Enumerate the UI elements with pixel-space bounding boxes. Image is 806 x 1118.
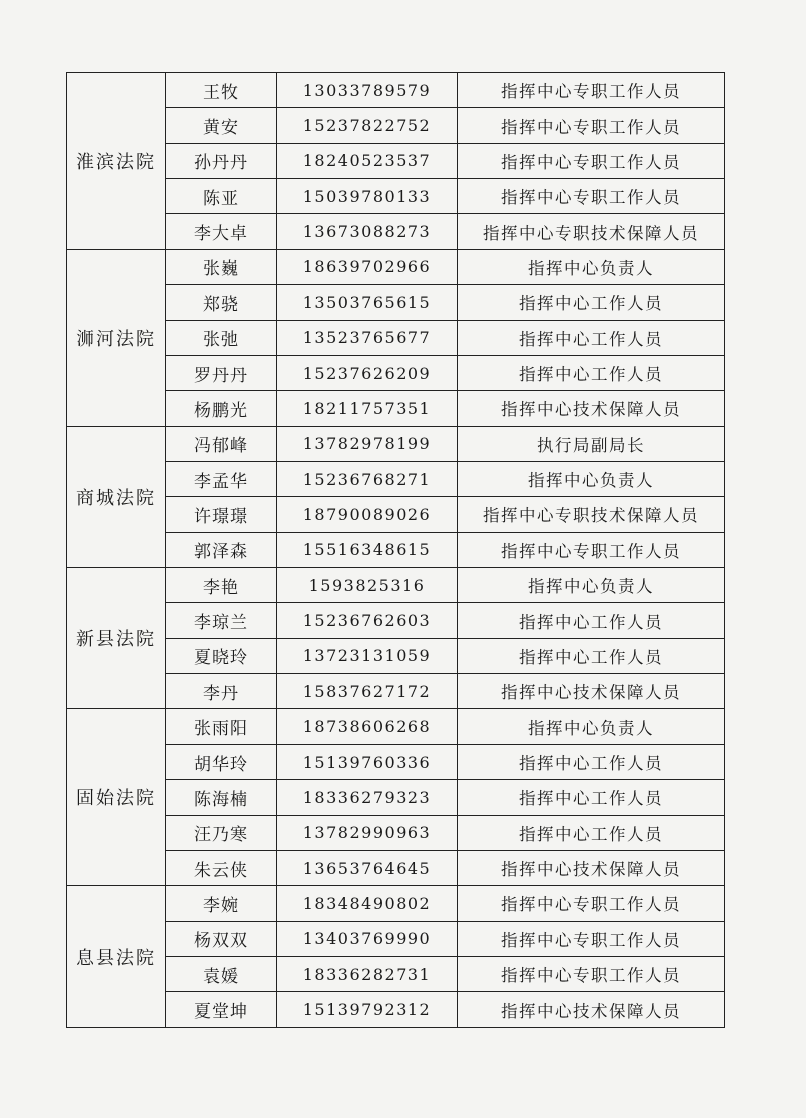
phone-number-cell: 15139792312 — [277, 992, 458, 1028]
person-name-cell: 张弛 — [166, 320, 277, 355]
phone-number-cell: 1593825316 — [277, 568, 458, 603]
job-role-cell: 指挥中心技术保障人员 — [458, 992, 725, 1028]
person-name-cell: 冯郁峰 — [166, 426, 277, 461]
job-role-cell: 指挥中心技术保障人员 — [458, 850, 725, 885]
phone-number-cell: 18790089026 — [277, 497, 458, 532]
phone-number-cell: 15237626209 — [277, 355, 458, 390]
contact-table — [66, 72, 725, 1028]
phone-number-cell: 18240523537 — [277, 143, 458, 178]
table-row — [67, 956, 725, 991]
job-role-cell: 指挥中心专职技术保障人员 — [458, 497, 725, 532]
job-role-cell: 指挥中心专职工作人员 — [458, 921, 725, 956]
table-row — [67, 426, 725, 461]
person-name-cell: 李大卓 — [166, 214, 277, 249]
table-row — [67, 709, 725, 744]
table-row — [67, 355, 725, 390]
person-name-cell: 郭泽森 — [166, 532, 277, 567]
job-role-cell: 指挥中心工作人员 — [458, 744, 725, 779]
person-name-cell: 杨双双 — [166, 921, 277, 956]
person-name-cell: 李琼兰 — [166, 603, 277, 638]
person-name-cell: 李艳 — [166, 568, 277, 603]
person-name-cell: 汪乃寒 — [166, 815, 277, 850]
phone-number-cell: 18639702966 — [277, 249, 458, 284]
phone-number-cell: 18348490802 — [277, 886, 458, 921]
phone-number-cell: 13523765677 — [277, 320, 458, 355]
job-role-cell: 指挥中心工作人员 — [458, 638, 725, 673]
table-row — [67, 143, 725, 178]
person-name-cell: 朱云侠 — [166, 850, 277, 885]
phone-number-cell: 18211757351 — [277, 391, 458, 426]
table-row — [67, 886, 725, 921]
job-role-cell: 指挥中心工作人员 — [458, 603, 725, 638]
table-row — [67, 532, 725, 567]
court-name-cell: 固始法院 — [67, 709, 166, 886]
table-row — [67, 73, 725, 108]
contact-table-body — [67, 73, 725, 1028]
person-name-cell: 李婉 — [166, 886, 277, 921]
job-role-cell: 指挥中心专职工作人员 — [458, 532, 725, 567]
court-name-cell: 淮滨法院 — [67, 73, 166, 250]
table-row — [67, 568, 725, 603]
person-name-cell: 陈亚 — [166, 179, 277, 214]
table-row — [67, 638, 725, 673]
person-name-cell: 王牧 — [166, 73, 277, 108]
phone-number-cell: 18738606268 — [277, 709, 458, 744]
job-role-cell: 指挥中心负责人 — [458, 461, 725, 496]
phone-number-cell: 18336279323 — [277, 780, 458, 815]
table-row — [67, 603, 725, 638]
table-row — [67, 391, 725, 426]
phone-number-cell: 15236768271 — [277, 461, 458, 496]
job-role-cell: 指挥中心负责人 — [458, 249, 725, 284]
person-name-cell: 陈海楠 — [166, 780, 277, 815]
table-row — [67, 179, 725, 214]
phone-number-cell: 15837627172 — [277, 674, 458, 709]
phone-number-cell: 13403769990 — [277, 921, 458, 956]
job-role-cell: 执行局副局长 — [458, 426, 725, 461]
job-role-cell: 指挥中心工作人员 — [458, 355, 725, 390]
table-row — [67, 921, 725, 956]
table-row — [67, 992, 725, 1028]
phone-number-cell: 13782978199 — [277, 426, 458, 461]
table-row — [67, 815, 725, 850]
job-role-cell: 指挥中心专职工作人员 — [458, 108, 725, 143]
job-role-cell: 指挥中心工作人员 — [458, 285, 725, 320]
court-name-cell: 新县法院 — [67, 568, 166, 709]
person-name-cell: 孙丹丹 — [166, 143, 277, 178]
phone-number-cell: 15516348615 — [277, 532, 458, 567]
person-name-cell: 黄安 — [166, 108, 277, 143]
table-row — [67, 249, 725, 284]
phone-number-cell: 13673088273 — [277, 214, 458, 249]
table-row — [67, 497, 725, 532]
table-row — [67, 744, 725, 779]
phone-number-cell: 15139760336 — [277, 744, 458, 779]
person-name-cell: 李丹 — [166, 674, 277, 709]
person-name-cell: 胡华玲 — [166, 744, 277, 779]
table-row — [67, 320, 725, 355]
job-role-cell: 指挥中心专职工作人员 — [458, 143, 725, 178]
person-name-cell: 李孟华 — [166, 461, 277, 496]
job-role-cell: 指挥中心工作人员 — [458, 815, 725, 850]
table-row — [67, 461, 725, 496]
court-name-cell: 息县法院 — [67, 886, 166, 1028]
job-role-cell: 指挥中心专职工作人员 — [458, 956, 725, 991]
court-name-cell: 浉河法院 — [67, 249, 166, 426]
job-role-cell: 指挥中心专职工作人员 — [458, 179, 725, 214]
job-role-cell: 指挥中心工作人员 — [458, 320, 725, 355]
job-role-cell: 指挥中心技术保障人员 — [458, 391, 725, 426]
person-name-cell: 张巍 — [166, 249, 277, 284]
phone-number-cell: 15039780133 — [277, 179, 458, 214]
person-name-cell: 杨鹏光 — [166, 391, 277, 426]
table-row — [67, 674, 725, 709]
job-role-cell: 指挥中心工作人员 — [458, 780, 725, 815]
job-role-cell: 指挥中心负责人 — [458, 709, 725, 744]
phone-number-cell: 15236762603 — [277, 603, 458, 638]
job-role-cell: 指挥中心专职工作人员 — [458, 73, 725, 108]
table-row — [67, 214, 725, 249]
table-row — [67, 285, 725, 320]
person-name-cell: 袁媛 — [166, 956, 277, 991]
person-name-cell: 张雨阳 — [166, 709, 277, 744]
phone-number-cell: 13503765615 — [277, 285, 458, 320]
table-row — [67, 850, 725, 885]
table-row — [67, 780, 725, 815]
person-name-cell: 郑骁 — [166, 285, 277, 320]
court-name-cell: 商城法院 — [67, 426, 166, 567]
phone-number-cell: 13653764645 — [277, 850, 458, 885]
phone-number-cell: 13033789579 — [277, 73, 458, 108]
phone-number-cell: 13723131059 — [277, 638, 458, 673]
person-name-cell: 罗丹丹 — [166, 355, 277, 390]
person-name-cell: 夏堂坤 — [166, 992, 277, 1028]
job-role-cell: 指挥中心专职技术保障人员 — [458, 214, 725, 249]
job-role-cell: 指挥中心技术保障人员 — [458, 674, 725, 709]
phone-number-cell: 13782990963 — [277, 815, 458, 850]
phone-number-cell: 18336282731 — [277, 956, 458, 991]
table-row — [67, 108, 725, 143]
job-role-cell: 指挥中心专职工作人员 — [458, 886, 725, 921]
person-name-cell: 许璟璟 — [166, 497, 277, 532]
job-role-cell: 指挥中心负责人 — [458, 568, 725, 603]
person-name-cell: 夏晓玲 — [166, 638, 277, 673]
phone-number-cell: 15237822752 — [277, 108, 458, 143]
